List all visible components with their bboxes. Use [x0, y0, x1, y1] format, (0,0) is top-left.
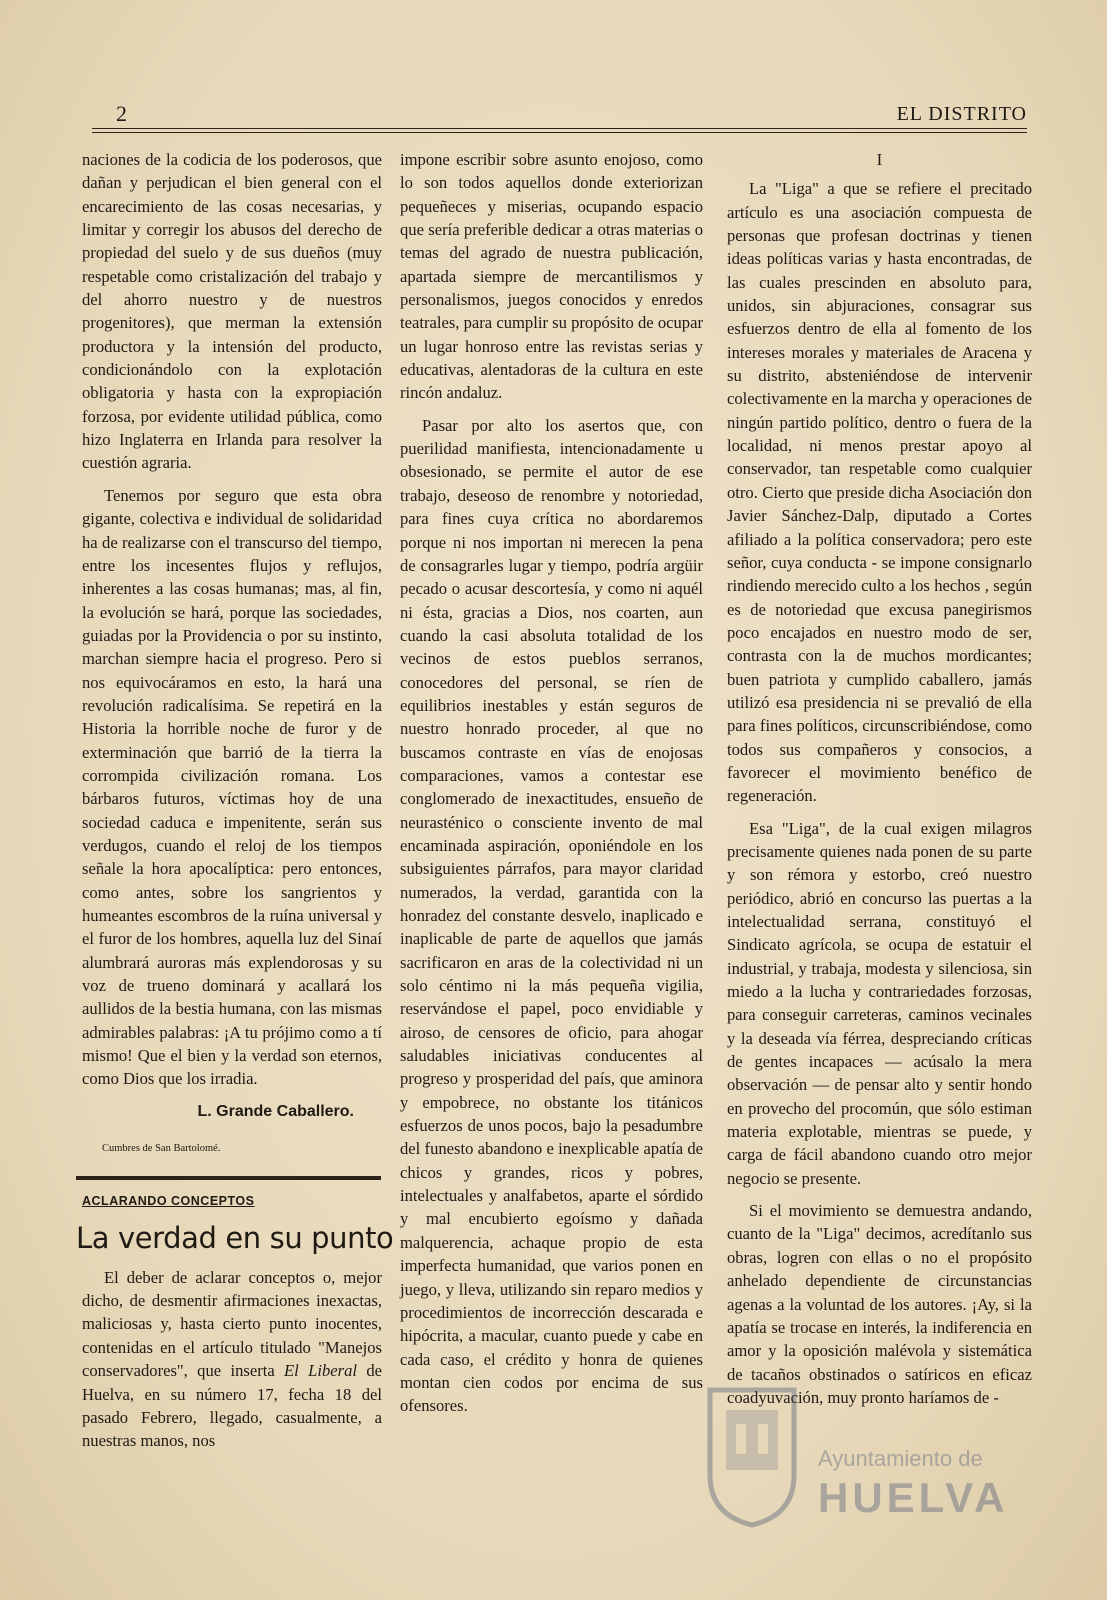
article-headline: La verdad en su punto: [76, 1220, 394, 1255]
column-2: [400, 148, 703, 1427]
section-divider: [76, 1176, 381, 1180]
newspaper-name: El Liberal: [284, 1361, 357, 1381]
section-numeral: I: [876, 150, 883, 169]
article-intro-paragraph: [82, 1266, 382, 1453]
column2-paragraph-1: impone escribir sobre asunto enojoso, como lo son todos aquellos donde exteriorizan pequeñeces y miserias, ocupando espacio que sería preferible dedicar a otras materias o temas del agrado de nuestra publicación, apartada siempre de mercantilismos y personalismos, juegos conocidos y enredos teatrales, para cumplir su propósito de ocupar un lugar honroso entre las revistas serias y educativas, alentadoras de la cultura en este rincón andaluz.: [400, 150, 703, 403]
column3-paragraph-1: La "Liga" a que se refiere el precitado artículo es una asociación compuesta de personas que profesan doctrinas y tienen ideas políticas varias y hasta encontradas, de las cuales prescinden en absoluto para, unidos, sin abjuraciones, consagrar sus esfuerzos dentro de ella al fomento de los intereses morales y materiales de Aracena y su distrito, absteniéndose de intervenir colectivamente en la marcha y operaciones de ningún partido político, dentro o fuera de la localidad, ni menos prestar apoyo al conservador, tan respetable como cualquier otro. Cierto que preside dicha Asociación don Javier Sánchez-Dalp, diputado a Cortes afiliado a la política conservadora; pero este señor, cuya conducta - se impone consignarlo rindiendo merecido culto a los hechos , según es de notoriedad que excusa panegirismos poco encajados en nuestro modo de ser, contrasta con la de muchos mordicantes; buen patriota y cumplido caballero, jamás utilizó esa presidencia ni se prevalió de ella para fines políticos, circunscribiéndose, como todos sus compañeros y consocios, a favorecer el movimiento benéfico de regeneración.: [727, 179, 1032, 806]
column-1: [76, 148, 394, 1462]
column2-paragraph-2: Pasar por alto los asertos que, con puerilidad manifiesta, intencionadamente u obsesionado, se permite el autor de ese trabajo, deseoso de renombre y notoriedad, para fines cuya crítica no abordaremos porque ni nos importan ni merecen la pena de consagrarles lugar y tiempo, podría argüir pecado o acusar descortesía, y como ni aquél ni ésta, gracias a Dios, nos coarten, aun cuando la casi absoluta totalidad de los vecinos de estos pueblos serranos, conocedores del personal, se ríen de equilibrios inestables y están seguros de nuestro honrado proceder, al que no buscamos contraste en vías de enojosas comparaciones, vamos a contestar ese conglomerado de inexactitudes, ensueño de neurasténico o consciente invento de mal encaminada aspiración, oponiéndole en los subsiguientes párrafos, para mayor claridad numerados, la verdad, garantida con la honradez del constante desvelo, inaplicado e inaplicable de parte de aquellos que jamás sacrificaron en aras de la colectividad ni un solo céntimo ni la más pequeña vigilia, reservándose el papel, poco envidiable y airoso, de censores de oficio, para ahogar saludables iniciativas conducentes al progreso y prosperidad del país, que aminora y empobrece, no obstante los titánicos esfuerzos de unos pocos, bajo la pesadumbre del funesto abandono e inexplicable apatía de chicos y grandes, ricos y pobres, intelectuales y analfabetos, aparte el sórdido y mal encubierto egoísmo y dañada malquerencia, achaque propio de esta imperfecta humanidad, que varios ponen en juego, y lleva, utilizando sin reparo medios y procedimientos de incorrección descarada e hipócrita, a macular, cuanto puede y cabe en cada caso, el crédito y honra de quienes montan cien codos por encima de sus ofensores.: [400, 415, 703, 1416]
watermark-line-1: Ayuntamiento de: [818, 1446, 983, 1471]
watermark-line-2: HUELVA: [818, 1474, 1009, 1521]
page-header: [92, 102, 1027, 128]
column1-paragraph-1: naciones de la codicia de los poderosos, que dañan y perjudican el bien general con el encarecimiento de las cosas necesarias, y limitar y corregir los abusos del derecho de propiedad del suelo y de sus dueños (muy respetable como cristalización del trabajo y del ahorro nuestro y de nuestros progenitores), que merman la extensión productora y la intensión del producto, condicionándolo con la explotación obligatoria y hasta con la expropiación forzosa, por evidente utilidad pública, como hizo Inglaterra en Irlanda para resolver la cuestión agraria.: [82, 150, 382, 473]
publication-title: EL DISTRITO: [896, 103, 1027, 125]
header-rule: [92, 128, 1027, 133]
column-3: [727, 148, 1032, 1418]
section-kicker: ACLARANDO CONCEPTOS: [82, 1194, 255, 1209]
column3-paragraph-3: Si el movimiento se demuestra andando, cuanto de la "Liga" decimos, acredítanlo sus obras, logren con ellas o no el propósito anhelado dependiente de circunstancias agenas a la voluntad de los autores. ¡Ay, si la apatía se trocase en interés, la indiferencia en amor y la oposición malévola y sistemática de tacaños obstinados o satíricos en eficaz coadyuvación, muy pronto haríamos de -: [727, 1201, 1032, 1407]
signature-place: Cumbres de San Bartolomé.: [102, 1143, 221, 1155]
page-number: 2: [116, 101, 127, 126]
author-signature: L. Grande Caballero.: [197, 1102, 354, 1120]
article-intro-text-b: de Huelva, en su número 17, fecha 18 del pasado Febrero, llegado, casualmente, a nuestras manos, nos: [82, 1361, 382, 1451]
column3-paragraph-2: Esa "Liga", de la cual exigen milagros precisamente quienes nada ponen de su parte y son rémora y estorbo, creó nuestro periódico, abrió en concurso las puertas a la intelectualidad serrana, constituyó el Sindicato agrícola, se ocupa de estatuir el industrial, y trabaja, modesta y silenciosa, sin miedo a la lucha y contrariedades forzosas, para conseguir carreteras, caminos vecinales y la deseada vía férrea, despreciando críticas de gentes incapaces — acúsalo la mera observación — de pensar alto y sentir hondo en provecho del procomún, que sólo estiman materia explotable, mientras se puede, y carga de fácil abandono cuando otro mejor negocio se presente.: [727, 818, 1032, 1188]
article-intro-text-a: El deber de aclarar conceptos o, mejor dicho, de desmentir afirmaciones inexactas, maliciosas y, hasta cierto punto inocentes, contenidas en el artículo titulado "Manejos conservadores", que inserta: [82, 1267, 382, 1381]
column1-paragraph-2: Tenemos por seguro que esta obra gigante, colectiva e individual de solidaridad ha de realizarse con el transcurso del tiempo, entre los incesentes flujos y reflujos, inherentes a las cosas humanas; mas, al fin, la evolución se hará, porque las sociedades, guiadas por la Providencia o por su instinto, marchan siempre hacia el progreso. Pero si nos equivocáramos en esto, la hará una revolución radicalísima. Se repetirá en la Historia la horrible noche de furor y de exterminación que barrió de la tierra la corrompida civilización romana. Los bárbaros futuros, víctimas hoy de una sociedad caduca e impenitente, serán sus verdugos, cuando el reloj de los tiempos señale la hora apocalíptica: pero entonces, como antes, sobre los sangrientos y humeantes escombros de la ruína universal y el furor de los hombres, aquella luz del Sinaí alumbrará auroras más explendorosas y su voz de trueno dominará y acallará los aullidos de la bestia humana, con las mismas admirables palabras: ¡A tu prójimo como a tí mismo! Que el bien y la verdad son eternos, como Dios que los irradia.: [82, 485, 382, 1089]
